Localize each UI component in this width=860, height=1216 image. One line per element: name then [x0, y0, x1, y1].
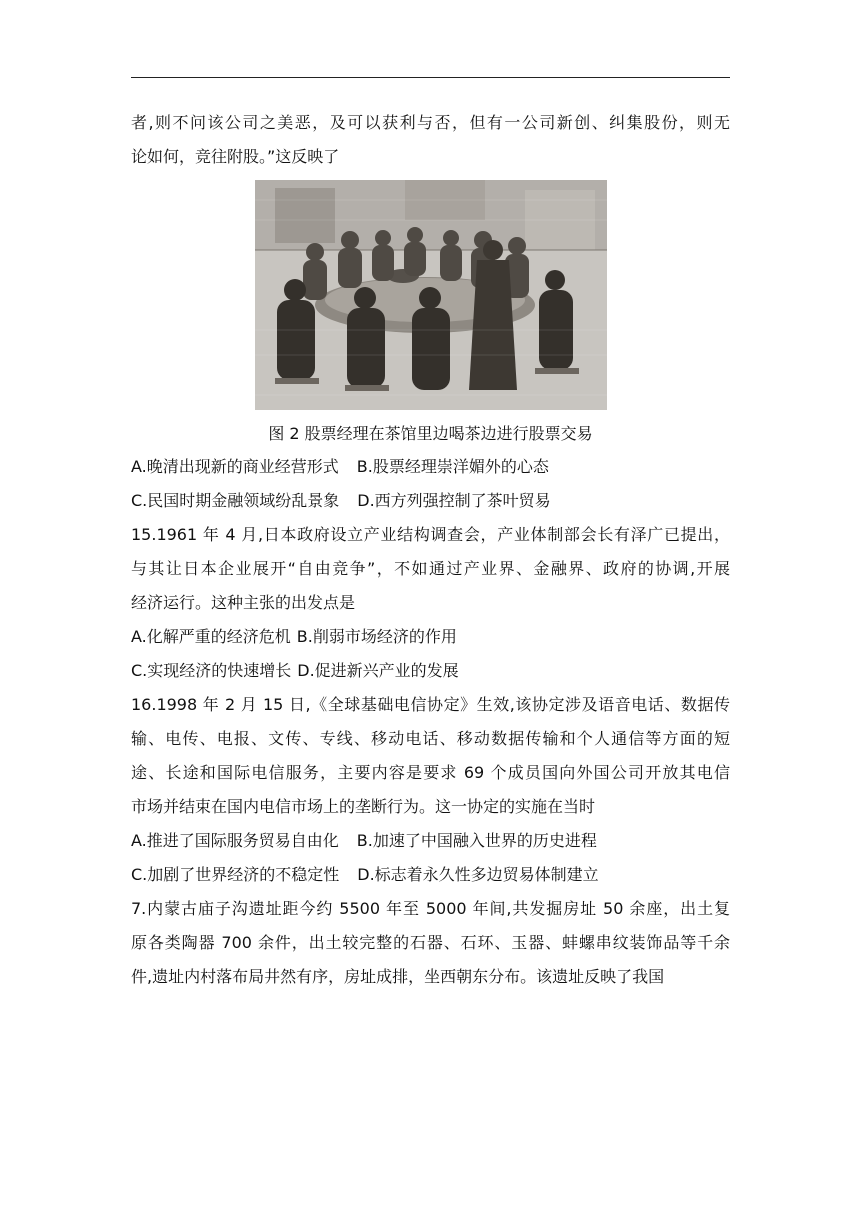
- q15-line-3: 经济运行。这种主张的出发点是: [131, 593, 356, 612]
- q16-option-c: C.加剧了世界经济的不稳定性: [131, 865, 340, 884]
- q7-line-3: 件,遗址内村落布局井然有序，房址成排，坐西朝东分布。该遗址反映了我国: [131, 967, 665, 986]
- q16-line-3: 途、长途和国际电信服务，主要内容是要求 69 个成员国向外国公司开放其电信: [131, 763, 730, 782]
- q16-line-2: 输、电传、电报、文传、专线、移动电话、移动数据传输和个人通信等方面的短: [131, 729, 730, 748]
- q14-options-row-2: [131, 484, 730, 518]
- header-rule: [131, 77, 730, 78]
- q14-intro-line-2: 论如何，竞往附股。”这反映了: [131, 147, 340, 166]
- q15-option-c: C.实现经济的快速增长: [131, 661, 292, 680]
- q16-options-row-1: [131, 824, 730, 858]
- q16-option-a: A.推进了国际服务贸易自由化: [131, 831, 339, 850]
- q14-options-row-1: [131, 450, 730, 484]
- q15-option-b: B.削弱市场经济的作用: [296, 627, 457, 646]
- q14-option-a: A.晚清出现新的商业经营形式: [131, 457, 339, 476]
- q15-options-row-2: [131, 654, 730, 688]
- q16-line-1: 16.1998 年 2 月 15 日,《全球基础电信协定》生效,该协定涉及语音电话、数据传: [131, 695, 730, 714]
- q16-option-d: D.标志着永久性多边贸易体制建立: [357, 865, 599, 884]
- q14-option-b: B.股票经理崇洋媚外的心态: [356, 457, 549, 476]
- document-content: [131, 106, 730, 994]
- q16-option-b: B.加速了中国融入世界的历史进程: [356, 831, 597, 850]
- q15-line-1: 15.1961 年 4 月,日本政府设立产业结构调查会，产业体制部会长有泽广已提出，: [131, 525, 730, 544]
- q14-intro-line-1: 者,则不问该公司之美恶，及可以获利与否，但有一公司新创、纠集股份，则无: [131, 113, 730, 132]
- figure-2: [131, 180, 730, 450]
- q7-line-1: 7.内蒙古庙子沟遗址距今约 5500 年至 5000 年间,共发掘房址 50 余座，出土复: [131, 899, 730, 918]
- q16-options-row-2: [131, 858, 730, 892]
- figure-caption: 图 2 股票经理在茶馆里边喝茶边进行股票交易: [268, 424, 593, 443]
- q14-option-c: C.民国时期金融领域纷乱景象: [131, 491, 340, 510]
- q14-option-d: D.西方列强控制了茶叶贸易: [357, 491, 551, 510]
- q15-option-d: D.促进新兴产业的发展: [297, 661, 459, 680]
- teahouse-stock-trading-illustration: [255, 180, 607, 410]
- q16-line-4: 市场并结束在国内电信市场上的垄断行为。这一协定的实施在当时: [131, 797, 596, 816]
- q15-line-2: 与其让日本企业展开“自由竞争”，不如通过产业界、金融界、政府的协调,开展: [131, 559, 730, 578]
- q15-option-a: A.化解严重的经济危机: [131, 627, 291, 646]
- q15-options-row-1: [131, 620, 730, 654]
- q7-line-2: 原各类陶器 700 余件，出土较完整的石器、石环、玉器、蚌螺串纹装饰品等千余: [131, 933, 730, 952]
